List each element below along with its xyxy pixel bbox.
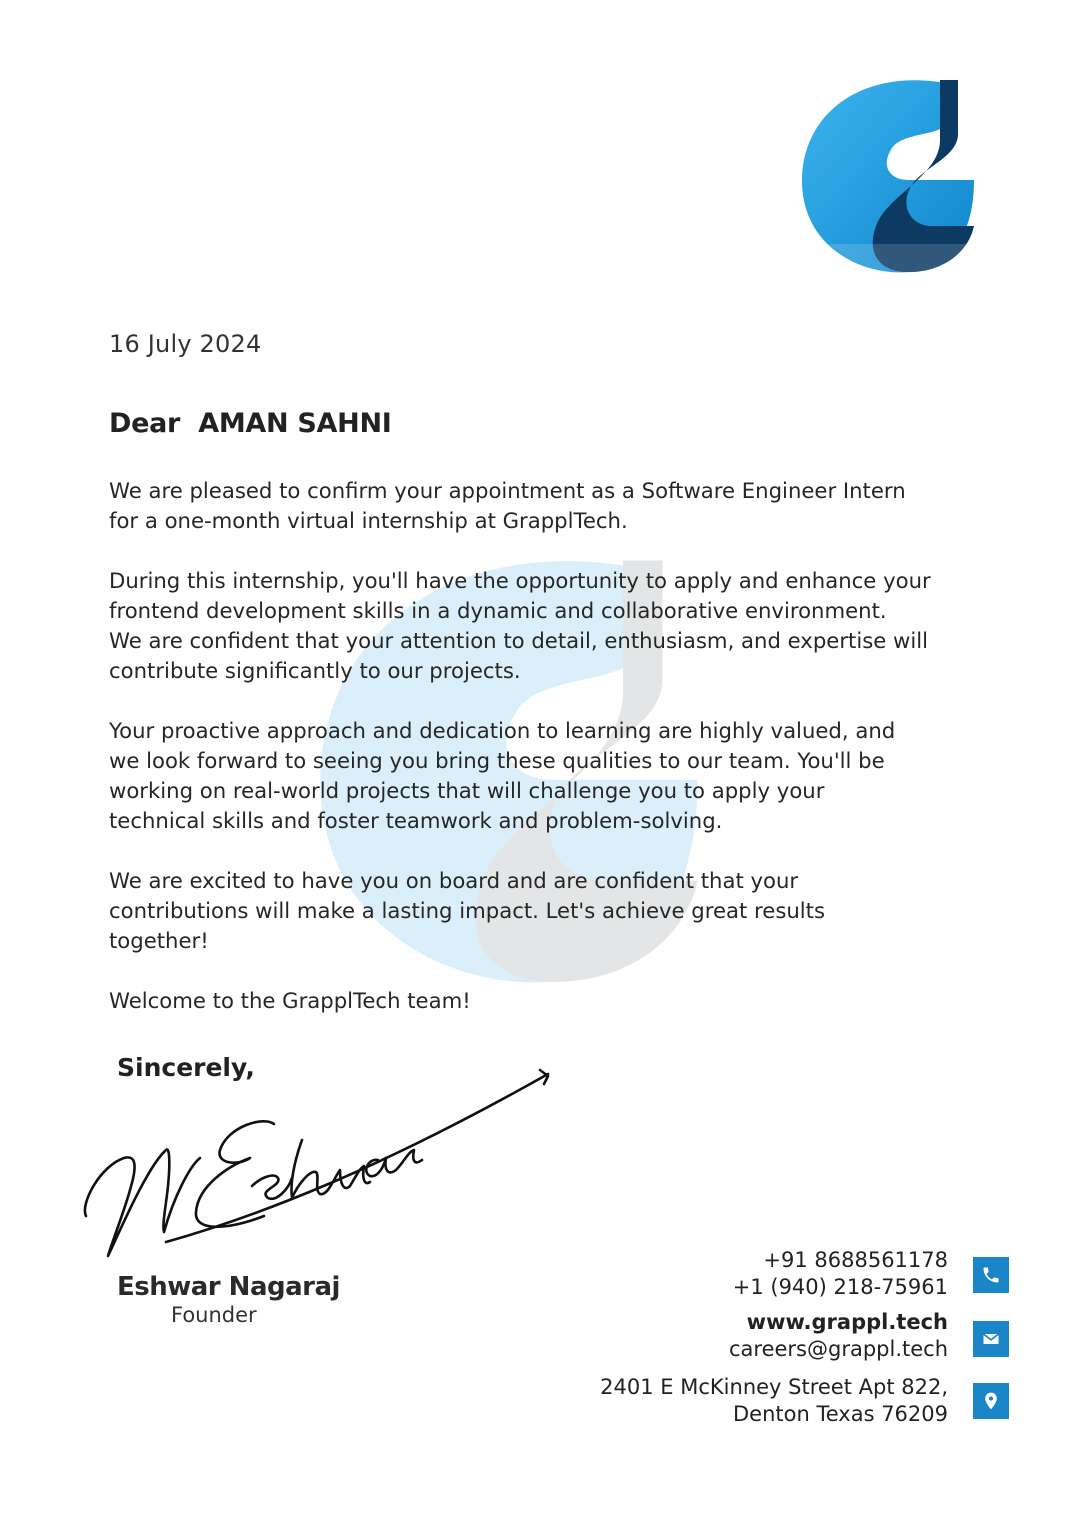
company-logo — [800, 76, 976, 276]
text-line: working on real-world projects that will challenge you to apply your — [109, 778, 825, 803]
text-line: We are excited to have you on board and are confident that your — [109, 868, 799, 893]
signer-name: Eshwar Nagaraj — [117, 1272, 340, 1302]
paragraph-appointment — [109, 476, 1009, 536]
envelope-icon — [973, 1321, 1009, 1357]
text-line: we look forward to seeing you bring these qualities to our team. You'll be — [109, 748, 885, 773]
handwritten-signature — [78, 1066, 558, 1266]
text-line: Your proactive approach and dedication to learning are highly valued, and — [109, 718, 896, 743]
paragraph-excited — [109, 866, 1009, 956]
phone-number-india[interactable]: +91 8688561178 — [763, 1248, 948, 1272]
address-contact — [600, 1374, 948, 1428]
closing: Sincerely, — [117, 1053, 255, 1082]
website-link[interactable]: www.grappl.tech — [746, 1310, 948, 1334]
paragraph-welcome — [109, 986, 1009, 1016]
web-contact — [729, 1309, 948, 1363]
text-line: We are pleased to confirm your appointment as a Software Engineer Intern — [109, 478, 906, 503]
location-pin-icon — [973, 1383, 1009, 1419]
greeting: Dear AMAN SAHNI — [109, 408, 392, 439]
text-line: Welcome to the GrapplTech team! — [109, 988, 471, 1013]
text-line: frontend development skills in a dynamic and collaborative environment. — [109, 598, 887, 623]
text-line: contributions will make a lasting impact. Let's achieve great results — [109, 898, 826, 923]
letter-date: 16 July 2024 — [109, 330, 262, 358]
paragraph-internship — [109, 566, 1009, 686]
text-line: contribute significantly to our projects. — [109, 658, 521, 683]
text-line: During this internship, you'll have the opportunity to apply and enhance your — [109, 568, 931, 593]
letter-body — [109, 476, 1009, 1046]
text-line: We are confident that your attention to detail, enthusiasm, and expertise will — [109, 628, 929, 653]
phone-number-us[interactable]: +1 (940) 218-75961 — [732, 1275, 948, 1299]
phone-contact — [733, 1247, 948, 1301]
text-line: for a one-month virtual internship at GrapplTech. — [109, 508, 628, 533]
address-line-1: 2401 E McKinney Street Apt 822, — [600, 1375, 948, 1399]
email-link[interactable]: careers@grappl.tech — [728, 1337, 948, 1361]
signer-role: Founder — [171, 1303, 257, 1327]
phone-icon — [973, 1257, 1009, 1293]
text-line: technical skills and foster teamwork and problem-solving. — [109, 808, 723, 833]
text-line: together! — [109, 928, 209, 953]
address-line-2: Denton Texas 76209 — [733, 1402, 948, 1426]
paragraph-approach — [109, 716, 1009, 836]
